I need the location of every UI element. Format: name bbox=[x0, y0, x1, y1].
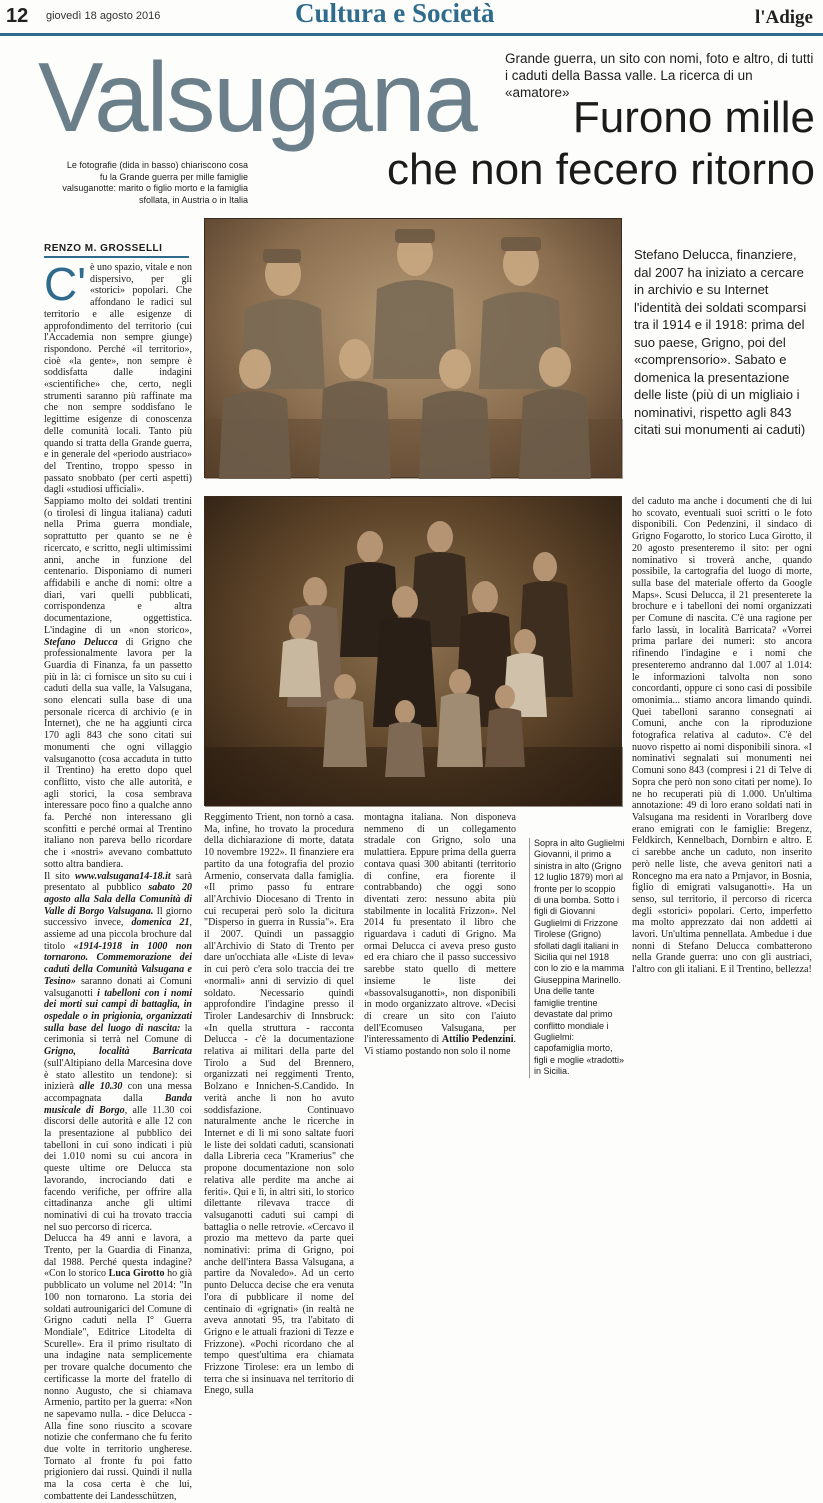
website-link[interactable]: www.valsugana14-18.it bbox=[74, 870, 171, 882]
col1-brochure-title: «1914-1918 in 1000 non tornarono. Commemorazione dei caduti della Comunità Valsugana e Tesino» bbox=[44, 940, 193, 987]
col3-text: montagna italiana. Non disponeva nemmeno di un collegamento stradale con Grigno, solo una mulattiera. Eppure prima della guerra contava quasi 300 abitanti (territorio di confine, era fiorente il contrabbando) che oggi sono diventati zero: nessuno abita più stabilmente in località Frizzon». Nel 2014 fu presentato il libro che riguardava i caduti di Grigno. Ma ormai Delucca ci aveva preso gusto ed era chiaro che il passo successivo sarebbe stato quello di mettere insieme le liste dei «bassovalsuganotti», non disponibili in modo organizzato altrove. «Decisi di creare un sito con l'aiuto dell'Ecomuseo Valsugana, per l'interessamento di bbox=[364, 812, 516, 1046]
headline-line-1: Furono mille bbox=[572, 93, 815, 142]
col1-paragraph-1: è uno spazio, vitale e non dispersivo, per gli «storici» popolari. Che affondano le radici sul territorio e alle esigenze di approfondimento del territorio (cui l'Accademia non sempre giunge) rispondono. Perché «il territorio», cioè «la gente», non sempre è soddisfatta dalle indagini «scientifiche» che, certo, negli strumenti saranno più raffinate ma che non sempre soddisfano le legittime esigenze di conoscenza delle comunità locali. Tanto più quando si tratta della Grande guerra, e in generale del «periodo austriaco» del Trentino, troppo spesso in passato snobbato (per certi aspetti) dagli «studiosi ufficiali». bbox=[44, 262, 192, 496]
photo-caption: Sopra in alto Guglielmi Giovanni, il primo a sinistra in alto (Grigno 12 luglio 1879) morì al fronte per lo scoppio di una bomba. Sotto i figli di Giovanni Guglielmi di Frizzone Tirolese (Grigno) sfollati dagli italiani in Sicilia qui nel 1918 con lo zio e la mamma Giuseppina Marinello. Una delle tante famiglie trentine devastate dal primo conflitto mondiale i Guglielmi: capofamiglia morto, figli e moglie «tradotti» in Sicilia. bbox=[529, 838, 625, 1078]
col1-bold-name: Stefano Delucca bbox=[44, 636, 118, 648]
col1-text: la cerimonia si terrà nel Comune di bbox=[44, 1022, 193, 1046]
family-photo-illustration bbox=[205, 497, 623, 807]
family-group-photo bbox=[204, 496, 622, 806]
article-column-1 bbox=[44, 258, 193, 1502]
col1-text: saranno donati ai Comuni valsuganotti bbox=[44, 975, 193, 999]
subheadline: Grande guerra, un sito con nomi, foto e altro, di tutti i caduti della Bassa valle. La ricerca di un «amatore» bbox=[505, 51, 814, 100]
article-column-4: del caduto ma anche i documenti che di lui ho scovato, eventuali suoi scritti o le foto disponibili. Con Pedenzini, il sindaco di Grigno Fogarotto, lo storico Luca Girotto, il 20 agosto presenteremo il sito: per ogni nominativo si troverà anche, quando possibile, la cartografia del luogo di morte, sulla base del materiale offerto da Google Maps». Scusi Delucca, il 21 presenterete la brochure e i tabelloni dei nomi organizzati per Comune di nascita. C'è una ragione per farlo lassù, in località Barricata? «Vorrei prima parlare dei numeri: sto ancora rifinendo l'indagine e i nomi che presenteremo andranno dal 1.007 al 1.014: le informazioni talvolta non sono concordanti, oppure ci sono casi di possibile omonimia... stiamo ancora limando quindi. Quei tabelloni saranno consegnati ai Comuni, anche con la riproduzione fotografica relativa al caduto». C'è del nuovo rispetto ai nomi disponibili sinora. «I nominativi segnalati sui monumenti nei Comuni sono 843 (compresi i 21 di Telve di Sopra che però non sono citati per nome). Io ne ho recuperati più di 1.000. Un'ultima annotazione: 49 di loro erano soldati nati in Valsugana ma residenti in Vorarlberg dove erano emigrati con le famiglie: Bregenz, Feldkirch, Kennelbach, Dornbirn e altro. E ci sarebbe anche un caduto, non inserito però nelle liste, che aveva genitori nati a Roncegno ma era nato a Prnjavor, in Bosnia, figlio di emigrati valsuganotti». Ha un senso, sul territorio, il percorso di ricerca degli «storici» popolari. Certo, imperfetto ma molto apprezzato dai non addetti ai lavori. Un'ultima pennellata. Ambedue i due nonni di Stefano Delucca combatterono nella Grande guerra: uno con gli austriaci, l'altro con gli italiani. E il Trentino, bellezza! bbox=[632, 496, 812, 976]
section-title: Cultura e Società bbox=[295, 0, 495, 28]
col1-time: alle 10.30 bbox=[79, 1081, 123, 1093]
intro-caption: Le fotografie (dida in basso) chiariscono cosa fu la Grande guerra per mille famiglie valsuganotte: marito o figlio morto e la famiglia sfollata, in Austria o in Italia bbox=[62, 160, 248, 205]
col1-text: Il giorno successivo invece, bbox=[44, 905, 192, 929]
headline-line-2: che non fecero ritorno bbox=[386, 145, 815, 194]
col1-sunday: domenica 21 bbox=[131, 917, 190, 929]
col1-text: (sull'Altipiano della Marcesina dove è stato allestito un tendone): si inizierà bbox=[44, 1057, 192, 1093]
kicker-headline: Valsugana bbox=[38, 42, 476, 152]
col1-event-1: sabato 20 agosto alla Sala della Comunità di Valle di Borgo Valsugana. bbox=[44, 882, 193, 917]
col1-girotto: Luca Girotto bbox=[108, 1268, 165, 1280]
col1-text: sarà presentato al pubblico bbox=[44, 870, 192, 894]
lead-paragraph: Stefano Delucca, finanziere, dal 2007 ha iniziato a cercare in archivio e su Internet l'identità dei soldati scomparsi tra il 1914 e il 1918: prima del suo paese, Grigno, poi del «comprensorio». Sabato e domenica la presentazione delle liste (più di un migliaio i nominativi, rispetto agli 843 citati sui monumenti ai caduti) bbox=[634, 247, 807, 437]
soldiers-group-photo bbox=[204, 218, 622, 478]
col1-text: Delucca ha 49 anni e lavora, a Trento, per la Guardia di Finanza, dal 1988. Perché questa indagine? «Con lo storico bbox=[44, 1233, 192, 1280]
col1-text: ho già pubblicato un volume nel 2014: "In 100 non tornarono. La storia dei soldati autrounigarici del Comune di Grigno caduti nella I° Guerra Mondiale", Editrice Litodelta di Scurelle». Era il primo risultato di una indagine nata semplicemente per trovare qualche documento che certificasse la morte del fratello di nonno Augusto, che si chiamava Armenio, partito per la guerra: «Non ne sapevamo nulla. - dice Delucca - Alla fine sono riuscito a scovare notizie che confermano che fu ferito due volte in territorio ungherese. Tornato al fronte fu poi fatto prigioniero dai russi. Quindi il nulla ma la cosa certa è che lui, combattente dei Landesschützen, bbox=[44, 1268, 193, 1502]
col1-paragraph-2b: di Grigno che professionalmente lavora per la Guardia di Finanza, fa un passetto più in là: ci fornisce un sito su cui i caduti della sua valle, la Valsugana, sono elencati sulla base di una personale ricerca di archivio (e in Internet), che ne ha aggiunti circa 170 agli 843 che sono citati sui monumenti che ogni villaggio valsuganotto (cosa accaduta in tutto il Trentino) ha eretto dopo quel conflitto, visto che alle autorità, e agli storici, la cosa sembrava interessare poco fino a qualche anno fa. Perché non interessano gli sconfitti e perché ormai al Trentino italiano non pareva bello ricordare che i «nostri» avevano combattuto sotto altra bandiera. bbox=[44, 636, 193, 870]
col1-text: , alle 11.30 coi discorsi delle autorità e alle 12 con la presentazione al pubblico dei tabelloni in cui sono indicati i più dei 1.010 nomi su cui ancora in queste ultime ore Delucca sta lavorando, incrociando dati e facendo verifiche, per offrire alla cittadinanza anche gli ultimi nominativi di cui ha trovato traccia nel suo percorso di ricerca. bbox=[44, 1104, 192, 1233]
col1-tabelloni: i tabelloni con i nomi dei morti sui campi di battaglia, in ospedale o in prigionia, organizzati sulla base del luogo di nascita: bbox=[44, 987, 192, 1034]
masthead bbox=[0, 0, 823, 36]
col1-band: Banda musicale di Borgo bbox=[44, 1092, 193, 1116]
newspaper-name: l'Adige bbox=[754, 7, 813, 28]
page-number: 12 bbox=[6, 5, 29, 27]
main-headline bbox=[320, 92, 815, 196]
byline: RENZO M. GROSSELLI bbox=[44, 243, 189, 258]
col1-text: Il sito bbox=[44, 870, 70, 882]
soldiers-photo-illustration bbox=[205, 219, 623, 479]
col1-text: , assieme ad una piccola brochure dal titolo bbox=[44, 917, 192, 952]
article-column-3 bbox=[364, 812, 516, 1227]
col3-text-end: . Vi stiamo postando non solo il nome bbox=[364, 1034, 517, 1058]
col1-place: Grigno, località Barricata bbox=[44, 1046, 192, 1058]
issue-date: giovedì 18 agosto 2016 bbox=[46, 10, 161, 22]
article-column-2: Reggimento Trient, non tornò a casa. Ma, infine, ho trovato la procedura della dichiarazione di morte, datata 10 novembre 1922». Il finanziere era partito da una fotografia del prozio Armenio, conservata dalla famiglia. «Il primo passo fu entrare all'Archivio Diocesano di Trento in cui recuperai però solo la dicitura "Disperso in guerra in Russia"». Era il 2007. Quindi un passaggio all'Archivio di Stato di Trento per dare un'occhiata alle «Liste di leva» in cui però c'era solo traccia dei tre «normali» anni di servizio di quel soldato. Necessario quindi approfondire l'indagine presso il Tiroler Landesarchiv di Innsbruck: «In quella struttura - racconta Delucca - c'è la documentazione relativa ai militari della parte del Tirolo a Sud del Brennero, organizzati nei reggimenti Trento, Bolzano e Innichen-S.Candido. In verità anche lì non ho avuto soddisfazione. Continuavo naturalmente anche le ricerche in Internet e di lì mi sono saltate fuori le liste dei soldati caduti, scansionati dalla Libreria ceca "Kramerius" che propone documentazione non solo relativa alle perdite ma anche ai feriti». Qui e lì, in altri siti, lo storico dilettante rilevava tracce di valsuganotti caduti sui campi di battaglia o nelle retrovie. «Cercavo il prozio ma mettevo da parte quei nominativi: prima di Grigno, poi anche dell'intera Bassa Valsugana, a partire da Novaledo». Ad un certo punto Delucca decise che era venuta l'ora di pubblicare il nome del centinaio di «grignati» (in realtà ne aveva annotati 95, tra l'abitato di Grigno e le attuali frazioni di Tezze e Frizzone). «Pochi ricordano che al tempo quest'ultima era chiamata Frizzone Tirolese: era un lembo di terra che si insinuava nel territorio di Enego, sulla bbox=[204, 812, 354, 1397]
col1-text: con una messa accompagnata dalla bbox=[44, 1081, 192, 1104]
col1-paragraph-2: Sappiamo molto dei soldati trentini (o tirolesi di lingua italiana) caduti nella Prima guerra mondiale, soprattutto per quanto se ne è ricercato, e scritto, negli ultimissimi anni, anche in funzione del centenario. Disponiamo di numeri affidabili e anche di nomi: oltre a diari, vari quelli pubblicati, corrispondenza e altra documentazione, oggettistica. L'indagine di un «non storico», bbox=[44, 496, 192, 636]
col3-bold-name: Attilio Pedenzini bbox=[441, 1034, 514, 1046]
drop-cap: C' bbox=[44, 258, 87, 310]
